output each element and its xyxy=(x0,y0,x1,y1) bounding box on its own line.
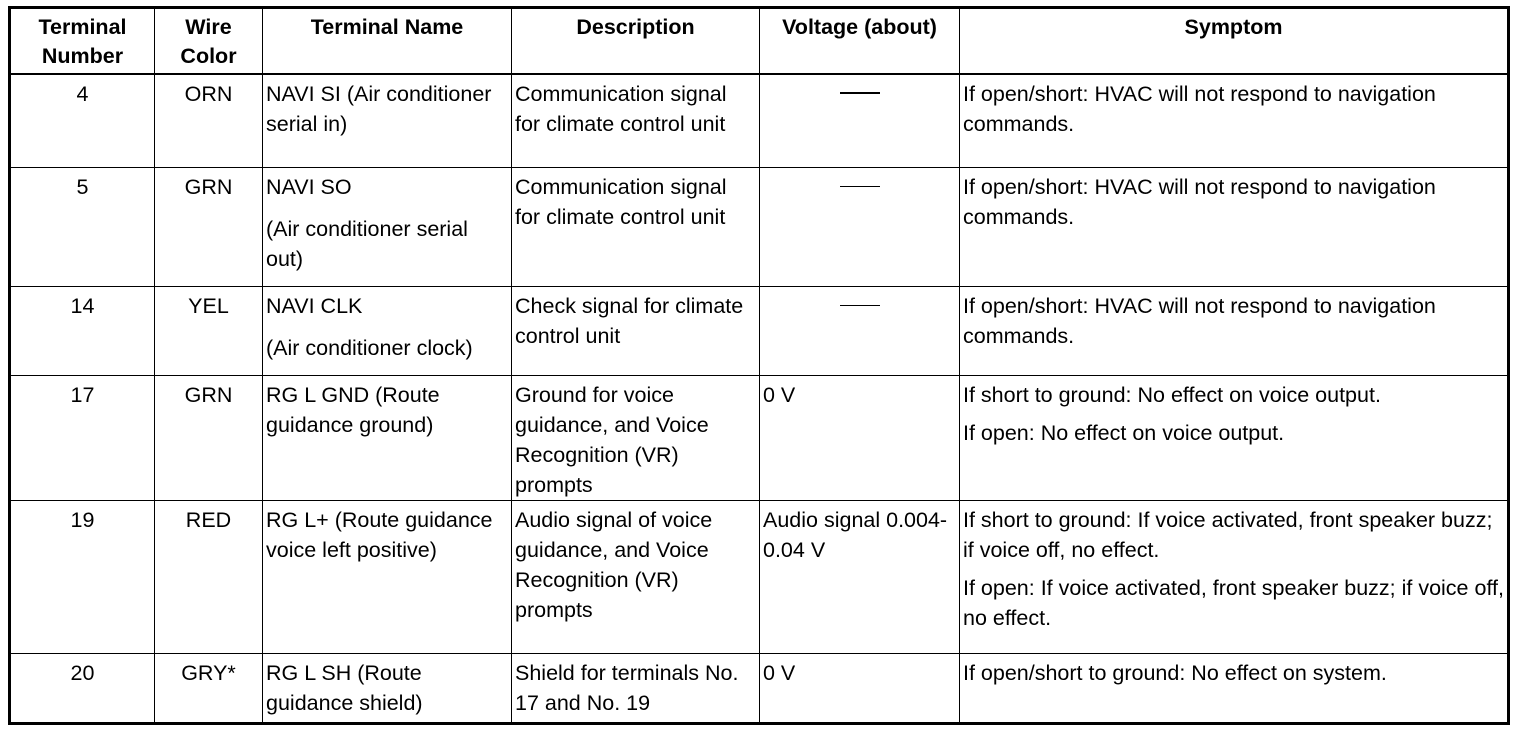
terminal-name-subtext: (Air conditioner serial out) xyxy=(266,217,468,271)
symptom-text: If open/short: HVAC will not respond to navigation commands. xyxy=(963,82,1436,136)
header-symptom: Symptom xyxy=(960,8,1509,75)
wire-color-cell: GRY* xyxy=(155,654,263,724)
terminal-number-cell: 5 xyxy=(10,168,155,287)
terminal-name-cell xyxy=(263,74,512,168)
description-cell: Communication signal for climate control unit xyxy=(512,74,760,168)
table-row xyxy=(10,287,1509,376)
voltage-cell xyxy=(760,74,960,168)
table-row xyxy=(10,376,1509,501)
symptom-cell xyxy=(960,654,1509,724)
terminal-name-text: RG L+ (Route guidance voice left positive) xyxy=(266,508,493,562)
description-cell: Shield for terminals No. 17 and No. 19 xyxy=(512,654,760,724)
description-cell: Check signal for climate control unit xyxy=(512,287,760,376)
voltage-cell: 0 V xyxy=(760,376,960,501)
terminal-name-text: RG L GND (Route guidance ground) xyxy=(266,383,440,437)
symptom-cell xyxy=(960,376,1509,501)
table-header xyxy=(10,8,1509,75)
header-description: Description xyxy=(512,8,760,75)
terminal-name-cell xyxy=(263,168,512,287)
symptom-text: If open: No effect on voice output. xyxy=(963,421,1285,445)
voltage-cell: Audio signal 0.004-0.04 V xyxy=(760,501,960,654)
terminal-number-cell: 17 xyxy=(10,376,155,501)
wire-color-cell: ORN xyxy=(155,74,263,168)
terminal-name-text: RG L SH (Route guidance shield) xyxy=(266,661,423,715)
terminal-name-cell xyxy=(263,376,512,501)
terminal-table xyxy=(8,6,1510,725)
terminal-name-text: NAVI SO xyxy=(266,175,352,199)
terminal-name-cell xyxy=(263,287,512,376)
terminal-name-text: NAVI CLK xyxy=(266,294,363,318)
terminal-number-cell: 14 xyxy=(10,287,155,376)
symptom-text: If open/short: HVAC will not respond to navigation commands. xyxy=(963,294,1436,348)
table-row xyxy=(10,654,1509,724)
description-cell: Communication signal for climate control unit xyxy=(512,168,760,287)
symptom-text: If open/short: HVAC will not respond to navigation commands. xyxy=(963,175,1436,229)
wire-color-cell: GRN xyxy=(155,168,263,287)
table-row xyxy=(10,74,1509,168)
terminal-number-cell: 20 xyxy=(10,654,155,724)
voltage-cell xyxy=(760,287,960,376)
wire-color-cell: GRN xyxy=(155,376,263,501)
symptom-cell xyxy=(960,501,1509,654)
symptom-cell xyxy=(960,168,1509,287)
header-voltage: Voltage (about) xyxy=(760,8,960,75)
document-page xyxy=(8,6,1510,725)
table-row xyxy=(10,168,1509,287)
header-terminal-number: Terminal Number xyxy=(10,8,155,75)
symptom-cell xyxy=(960,74,1509,168)
terminal-name-text: NAVI SI (Air conditioner serial in) xyxy=(266,82,492,136)
terminal-name-subtext: (Air conditioner clock) xyxy=(266,336,473,360)
header-terminal-name: Terminal Name xyxy=(263,8,512,75)
voltage-cell: 0 V xyxy=(760,654,960,724)
terminal-number-cell: 4 xyxy=(10,74,155,168)
terminal-number-cell: 19 xyxy=(10,501,155,654)
terminal-name-cell xyxy=(263,501,512,654)
symptom-text: If open/short to ground: No effect on system. xyxy=(963,661,1387,685)
voltage-dash xyxy=(840,305,880,306)
symptom-text: If open: If voice activated, front speaker buzz; if voice off, no effect. xyxy=(963,576,1504,630)
symptom-text: If short to ground: No effect on voice output. xyxy=(963,383,1381,407)
table-body xyxy=(10,74,1509,724)
symptom-text: If short to ground: If voice activated, front speaker buzz; if voice off, no effect. xyxy=(963,508,1493,562)
header-wire-color: Wire Color xyxy=(155,8,263,75)
table-row xyxy=(10,501,1509,654)
voltage-dash xyxy=(840,186,880,187)
description-cell: Audio signal of voice guidance, and Voice Recognition (VR) prompts xyxy=(512,501,760,654)
terminal-name-cell xyxy=(263,654,512,724)
symptom-cell xyxy=(960,287,1509,376)
description-cell: Ground for voice guidance, and Voice Recognition (VR) prompts xyxy=(512,376,760,501)
wire-color-cell: RED xyxy=(155,501,263,654)
wire-color-cell: YEL xyxy=(155,287,263,376)
voltage-dash xyxy=(840,92,880,94)
voltage-cell xyxy=(760,168,960,287)
